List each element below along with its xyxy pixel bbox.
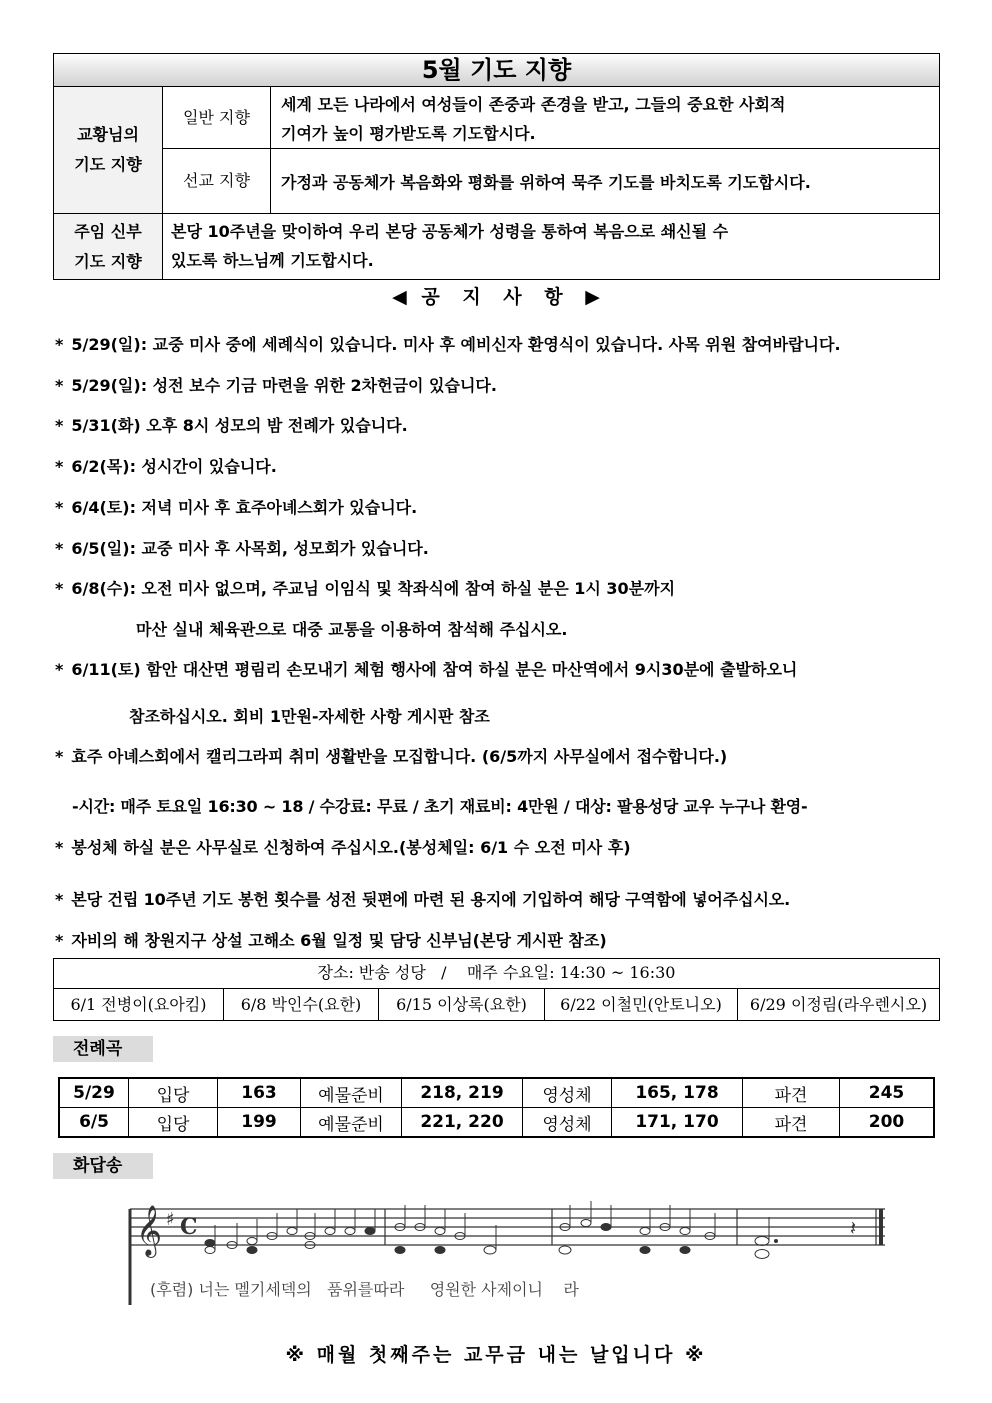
bullet-star: *	[55, 335, 64, 354]
hymn-dismissal-label: 파견	[743, 1108, 840, 1138]
bullet-star: *	[55, 579, 64, 598]
bullet-star: *	[55, 457, 64, 476]
notice-text: 봉성체 하실 분은 사무실로 신청하여 주십시오.(봉성체일: 6/1 수 오전 미사 후)	[71, 838, 631, 857]
hymn-offertory-label: 예물준비	[301, 1108, 402, 1138]
notice-text: 5/29(일): 교중 미사 중에 세례식이 있습니다. 미사 후 예비신자 환영식이 있습니다. 사목 위원 참여바랍니다.	[71, 335, 841, 354]
notice-text: 자비의 해 창원지구 상설 고해소 6월 일정 및 담당 신부님(본당 게시판 참조)	[71, 931, 607, 950]
bullet-star: *	[55, 931, 64, 950]
hymn-table	[58, 1077, 935, 1138]
notices-heading-text: 공 지 사 항	[421, 286, 571, 308]
notice-8-cont: 참조하십시오. 회비 1만원-자세한 사항 게시판 참조	[129, 707, 490, 726]
general-line2: 기여가 높이 평가받도록 기도합시다.	[281, 124, 536, 143]
music-score	[120, 1195, 890, 1310]
notice-text: 6/8(수): 오전 미사 없으며, 주교님 이임식 및 착좌식에 참여 하실 분은 1시 30분까지	[71, 579, 676, 598]
hymn-offertory: 218, 219	[402, 1078, 523, 1108]
hymn-communion: 171, 170	[612, 1108, 743, 1138]
notice-6	[55, 536, 429, 559]
confession-cell: 6/1 전병이(요아킴)	[54, 989, 224, 1021]
sharp-icon: ♯	[166, 1209, 175, 1230]
notice-text: 6/5(일): 교중 미사 후 사목회, 성모회가 있습니다.	[71, 539, 429, 558]
notes	[205, 1201, 778, 1259]
pastor-label-line1: 주임 신부	[74, 221, 142, 241]
confession-table	[53, 958, 940, 1021]
psalm-lyrics: (후렴) 너는 멜기세덱의 품위를따라 영원한 사제이니 라	[150, 1280, 579, 1299]
triangle-left-icon: ◀	[392, 286, 407, 308]
notice-10	[55, 835, 631, 858]
notice-11	[55, 887, 790, 910]
pastor-label-line2: 기도 지향	[74, 251, 142, 271]
hymn-dismissal: 200	[840, 1108, 935, 1138]
hymn-entrance-label: 입당	[129, 1078, 218, 1108]
notice-text: 6/2(목): 성시간이 있습니다.	[71, 457, 277, 476]
mission-label: 선교 지향	[162, 148, 271, 214]
hymn-offertory: 221, 220	[402, 1108, 523, 1138]
notice-text: 6/4(토): 저녁 미사 후 효주아녜스회가 있습니다.	[71, 498, 418, 517]
bullet-star: *	[55, 838, 64, 857]
bullet-star: *	[55, 660, 64, 679]
notice-5	[55, 495, 417, 518]
hymns-label: 전례곡	[53, 1036, 153, 1062]
pastor-line1: 본당 10주년을 맞이하여 우리 본당 공동체가 성령을 통하여 복음으로 쇄신될 수	[171, 222, 729, 241]
pope-label-line2: 기도 지향	[74, 155, 142, 174]
confession-cell: 6/15 이상록(요한)	[379, 989, 545, 1021]
bullet-star: *	[55, 376, 64, 395]
bullet-star: *	[55, 539, 64, 558]
notice-7	[55, 576, 675, 599]
pastor-line2: 있도록 하느님께 기도합시다.	[171, 251, 374, 270]
pastor-label	[53, 213, 163, 280]
pope-label-line1: 교황님의	[77, 125, 139, 144]
notice-9	[55, 744, 727, 767]
notice-3	[55, 413, 408, 436]
common-time-icon: C	[180, 1214, 198, 1240]
general-label: 일반 지향	[162, 86, 271, 149]
pastor-text	[162, 213, 940, 280]
confession-cell: 6/22 이철민(안토니오)	[545, 989, 738, 1021]
hymn-date: 6/5	[59, 1108, 129, 1138]
notice-1	[55, 332, 841, 355]
hymn-entrance: 163	[218, 1078, 301, 1108]
hymn-entrance: 199	[218, 1108, 301, 1138]
hymn-entrance-label: 입당	[129, 1108, 218, 1138]
triangle-right-icon: ▶	[585, 286, 600, 308]
hymn-row	[59, 1078, 934, 1108]
hymn-offertory-label: 예물준비	[301, 1078, 402, 1108]
notice-9-cont: -시간: 매주 토요일 16:30 ~ 18 / 수강료: 무료 / 초기 재료비: 4만원 / 대상: 팔용성당 교우 누구나 환영-	[72, 797, 808, 816]
notice-2	[55, 373, 497, 396]
hymn-dismissal-label: 파견	[743, 1078, 840, 1108]
notice-text: 5/29(일): 성전 보수 기금 마련을 위한 2차헌금이 있습니다.	[71, 376, 497, 395]
notice-text: 5/31(화) 오후 8시 성모의 밤 전례가 있습니다.	[71, 416, 408, 435]
prayer-title: 5월 기도 지향	[53, 53, 940, 87]
general-text	[270, 86, 940, 149]
hymn-date: 5/29	[59, 1078, 129, 1108]
bullet-star: *	[55, 890, 64, 909]
mission-text	[270, 148, 940, 214]
notice-7-cont: 마산 실내 체육관으로 대중 교통을 이용하여 참석해 주십시오.	[136, 620, 568, 639]
bullet-star: *	[55, 498, 64, 517]
notice-8	[55, 657, 797, 680]
hymn-communion-label: 영성체	[523, 1108, 612, 1138]
footer-note: ※ 매월 첫째주는 교무금 내는 날입니다 ※	[285, 1344, 707, 1366]
general-line1: 세계 모든 나라에서 여성들이 존중과 존경을 받고, 그들의 중요한 사회적	[281, 95, 786, 114]
final-bar	[879, 1209, 883, 1245]
treble-clef-icon: 𝄞	[136, 1205, 163, 1256]
mission-line: 가정과 공동체가 복음화와 평화를 위하여 묵주 기도를 바치도록 기도합시다.	[281, 173, 811, 192]
confession-cell: 6/8 박인수(요한)	[224, 989, 379, 1021]
staff-lines	[130, 1209, 885, 1245]
bullet-star: *	[55, 747, 64, 766]
rest-icon: 𝄽	[850, 1216, 857, 1240]
confession-place: 장소: 반송 성당 / 매주 수요일: 14:30 ~ 16:30	[54, 959, 939, 989]
hymn-communion-label: 영성체	[523, 1078, 612, 1108]
confession-cell: 6/29 이정림(라우렌시오)	[749, 995, 928, 1014]
notice-12	[55, 928, 607, 951]
notices-heading	[0, 282, 992, 309]
notice-4	[55, 454, 277, 477]
notice-text: 효주 아녜스회에서 캘리그라피 취미 생활반을 모집합니다. (6/5까지 사무실에서 접수합니다.)	[71, 747, 728, 766]
notice-text: 본당 건립 10주년 기도 봉헌 횟수를 성전 뒷편에 마련 된 용지에 기입하여 해당 구역함에 넣어주십시오.	[71, 890, 791, 909]
hymn-dismissal: 245	[840, 1078, 935, 1108]
notice-text: 6/11(토) 함안 대산면 평림리 손모내기 체험 행사에 참여 하실 분은 마산역에서 9시30분에 출발하오니	[71, 660, 798, 679]
confession-row	[54, 989, 939, 1021]
hymn-row	[59, 1108, 934, 1138]
hymn-communion: 165, 178	[612, 1078, 743, 1108]
psalm-label: 화답송	[53, 1153, 153, 1179]
bullet-star: *	[55, 416, 64, 435]
pope-label	[53, 86, 163, 214]
